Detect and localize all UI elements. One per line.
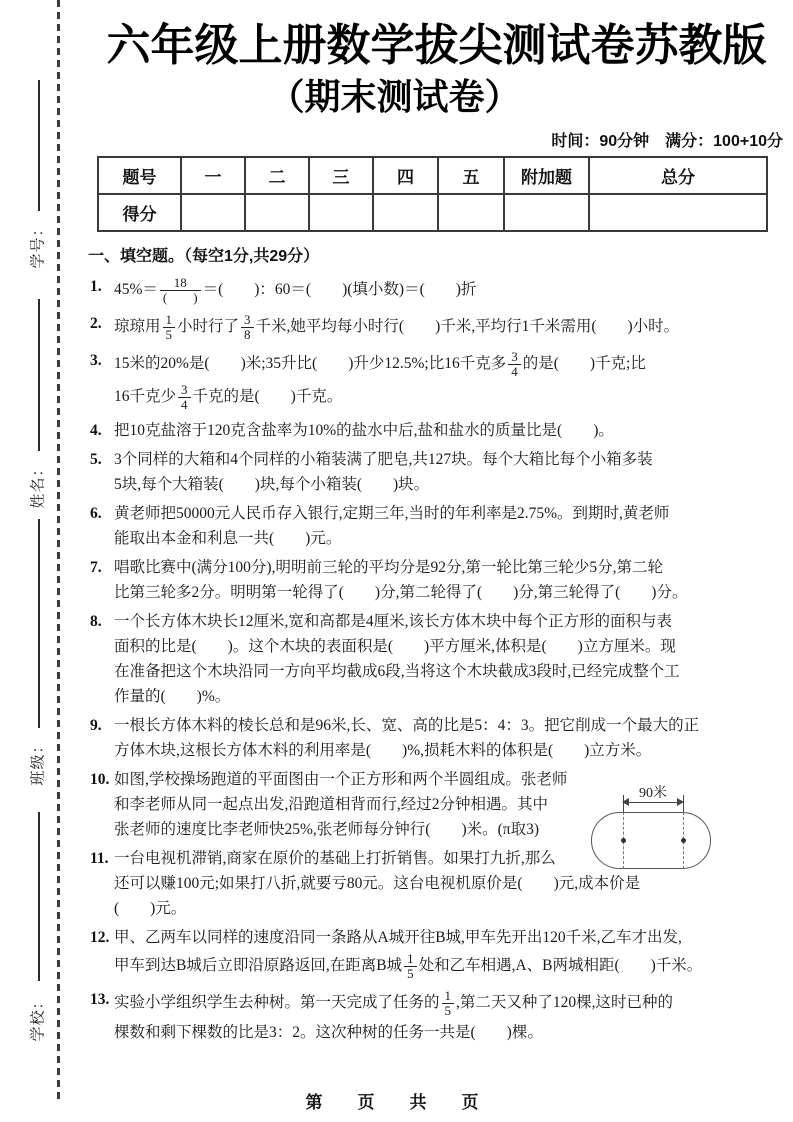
text-run: 唱歌比赛中(满分100分),明明前三轮的平均分是92分,第一轮比第三轮少5分,第二轮 bbox=[114, 559, 663, 576]
fraction bbox=[404, 952, 417, 981]
class-text: 班级： bbox=[30, 736, 47, 786]
text-run: 一根长方体木料的棱长总和是96米,长、宽、高的比是5：4：3。把它削成一个最大的正 bbox=[114, 717, 700, 734]
question bbox=[88, 555, 785, 605]
question-line bbox=[114, 634, 785, 659]
fraction-numerator: 3 bbox=[244, 312, 251, 327]
score-header-cell: 五 bbox=[438, 157, 504, 194]
score-table-score-row bbox=[98, 194, 767, 231]
question-line bbox=[114, 348, 785, 381]
text-run: 千克的是( )千克。 bbox=[192, 388, 343, 406]
text-run: 棵数和剩下棵数的比是3：2。这次种树的任务一共是( )棵。 bbox=[114, 1024, 543, 1041]
score-cell bbox=[589, 194, 767, 231]
text-run: 把10克盐溶于120克含盐率为10%的盐水中后,盐和盐水的质量比是( )。 bbox=[114, 422, 614, 439]
text-run: 在准备把这个木块沿同一方向平均截成6段,当将这个木块截成3段时,已经完成整个工 bbox=[114, 663, 680, 680]
text-run: 面积的比是( )。这个木块的表面积是( )平方厘米,体积是( )立方厘米。现 bbox=[114, 638, 676, 655]
question-body bbox=[114, 987, 785, 1045]
student-number-label bbox=[21, 209, 53, 279]
fraction-denominator: 5 bbox=[442, 1003, 455, 1018]
text-run: 黄老师把50000元人民币存入银行,定期三年,当时的年利率是2.75%。到期时,黄老师 bbox=[114, 505, 670, 522]
text-run: 作量的( )%。 bbox=[114, 688, 231, 705]
score-row-label: 得分 bbox=[98, 194, 181, 231]
page-subtitle: （期末测试卷） bbox=[268, 76, 521, 117]
score-header-cell: 二 bbox=[245, 157, 309, 194]
text-run: 实验小学组织学生去种树。第一天完成了任务的 bbox=[114, 994, 440, 1012]
question bbox=[88, 501, 785, 551]
fraction bbox=[442, 989, 455, 1018]
question-body bbox=[114, 925, 785, 983]
text-run: 一个长方体木块长12厘米,宽和高都是4厘米,该长方体木块中每个正方形的面积与表 bbox=[114, 613, 673, 630]
text-run: ＝( )：60＝( )(填小数)＝( )折 bbox=[202, 281, 477, 299]
score-cell bbox=[245, 194, 309, 231]
score-header-cell: 四 bbox=[373, 157, 438, 194]
score-cell bbox=[309, 194, 373, 231]
fraction bbox=[508, 350, 521, 379]
question-number: 12. bbox=[90, 929, 110, 946]
student-name-label bbox=[21, 449, 53, 519]
question bbox=[88, 418, 785, 443]
question-body bbox=[114, 447, 785, 497]
score-header-cell: 一 bbox=[181, 157, 245, 194]
text-run: 小时行了 bbox=[177, 318, 240, 336]
text-run: 处和乙车相遇,A、B两城相距( )千米。 bbox=[418, 957, 703, 975]
question bbox=[88, 447, 785, 497]
question-number: 5. bbox=[90, 451, 102, 468]
section-heading: 一、填空题。（每空1分,共29分） bbox=[88, 248, 320, 265]
score-cell bbox=[373, 194, 438, 231]
question bbox=[88, 987, 785, 1045]
score-header-cell: 题号 bbox=[98, 157, 181, 194]
text-run: 甲车到达B城后立即沿原路返回,在距离B城 bbox=[114, 957, 403, 975]
fraction-numerator: 1 bbox=[444, 988, 452, 1003]
question-number: 1. bbox=[90, 278, 102, 295]
write-line bbox=[38, 519, 40, 728]
fraction bbox=[163, 313, 176, 342]
text-run: 方体木块,这根长方体木料的利用率是( )%,损耗木料的体积是( )立方米。 bbox=[114, 742, 652, 759]
school-label bbox=[21, 982, 53, 1052]
question-number: 4. bbox=[90, 422, 102, 439]
dimension-label: 90米 bbox=[639, 786, 667, 801]
text-run: 还可以赚100元;如果打八折,就要亏80元。这台电视机原价是( )元,成本价是 bbox=[114, 875, 641, 892]
text-run: 16千克少 bbox=[114, 388, 177, 406]
seal-fold-line bbox=[57, 0, 60, 1103]
question-line bbox=[114, 555, 785, 580]
text-run: 一台电视机滞销,商家在原价的基础上打折销售。如果打九折,那么 bbox=[114, 850, 556, 867]
text-run: 5块,每个大箱装( )块,每个小箱装( )块。 bbox=[114, 476, 430, 493]
question-body bbox=[114, 311, 785, 344]
question-line bbox=[114, 381, 785, 414]
fraction-numerator: 3 bbox=[181, 382, 188, 397]
question-body bbox=[114, 418, 785, 443]
write-line bbox=[38, 299, 40, 451]
fraction bbox=[178, 383, 191, 412]
text-run: 和李老师从同一起点出发,沿跑道相背而行,经过2分钟相遇。其中 bbox=[114, 796, 549, 813]
question bbox=[88, 609, 785, 709]
question-line bbox=[114, 311, 785, 344]
fraction-denominator: 5 bbox=[404, 966, 417, 981]
page-footer: 第 页 共 页 bbox=[305, 1093, 488, 1112]
text-run: 张老师的速度比李老师快25%,张老师每分钟行( )米。(π取3) bbox=[114, 821, 540, 838]
question-number: 7. bbox=[90, 559, 102, 576]
text-run: 45%＝ bbox=[114, 281, 158, 299]
question-line bbox=[114, 501, 785, 526]
dimension-arrow bbox=[623, 802, 683, 803]
text-run: 的是( )千克;比 bbox=[522, 355, 646, 373]
question-number: 2. bbox=[90, 315, 102, 332]
question-line bbox=[114, 1020, 785, 1045]
question bbox=[88, 311, 785, 344]
score-table-header-row bbox=[98, 157, 767, 194]
page-title: 六年级上册数学拔尖测试卷苏教版 bbox=[106, 21, 767, 70]
question-body bbox=[114, 555, 785, 605]
write-line bbox=[38, 812, 40, 981]
student-name-text: 姓名： bbox=[30, 459, 47, 509]
question-line bbox=[114, 472, 785, 497]
score-table bbox=[97, 156, 768, 232]
question-line bbox=[114, 659, 785, 684]
track-diagram bbox=[589, 784, 719, 876]
text-run: 15米的20%是( )米;35升比( )升少12.5%;比16千克多 bbox=[114, 355, 507, 373]
questions-list bbox=[88, 274, 785, 1045]
fraction-numerator: 1 bbox=[165, 312, 173, 327]
question bbox=[88, 713, 785, 763]
score-cell bbox=[181, 194, 245, 231]
stadium-shape bbox=[591, 812, 711, 869]
score-cell bbox=[504, 194, 589, 231]
fraction-denominator: 4 bbox=[178, 397, 191, 412]
paper-content bbox=[88, 0, 785, 1049]
question-line bbox=[114, 447, 785, 472]
question bbox=[88, 925, 785, 983]
question-line bbox=[114, 896, 785, 921]
question-line bbox=[114, 987, 785, 1020]
question-number: 11. bbox=[90, 850, 109, 867]
fraction-numerator: 18 bbox=[173, 275, 187, 290]
question bbox=[88, 348, 785, 414]
score-header-cell: 总分 bbox=[589, 157, 767, 194]
question-line bbox=[114, 274, 785, 307]
text-run: 能取出本金和利息一共( )元。 bbox=[114, 530, 342, 547]
question-line bbox=[114, 950, 785, 983]
question-line bbox=[114, 738, 785, 763]
text-run: 3个同样的大箱和4个同样的小箱装满了肥皂,共127块。每个大箱比每个小箱多装 bbox=[114, 451, 653, 468]
fraction bbox=[241, 313, 254, 342]
write-line bbox=[38, 80, 40, 211]
time-score-info: 时间：90分钟 满分：100+10分 bbox=[551, 133, 783, 150]
score-header-cell: 附加题 bbox=[504, 157, 589, 194]
question-line bbox=[114, 684, 785, 709]
question bbox=[88, 274, 785, 307]
class-label bbox=[21, 726, 53, 796]
question-line bbox=[114, 925, 785, 950]
school-text: 学校： bbox=[30, 992, 47, 1042]
question-number: 13. bbox=[90, 991, 110, 1008]
text-run: 琼琼用 bbox=[114, 318, 161, 336]
question-line bbox=[114, 418, 785, 443]
question-line bbox=[114, 713, 785, 738]
question-number: 6. bbox=[90, 505, 102, 522]
circle-center-dot bbox=[681, 838, 686, 843]
text-run: 甲、乙两车以同样的速度沿同一条路从A城开往B城,甲车先开出120千米,乙车才出发, bbox=[114, 929, 682, 946]
fraction-denominator: 4 bbox=[508, 364, 521, 379]
fraction bbox=[160, 276, 201, 305]
question-body bbox=[114, 274, 785, 307]
text-run: 千米,她平均每小时行( )千米,平均行1千米需用( )小时。 bbox=[255, 318, 680, 336]
text-run: ,第二天又种了120棵,这时已种的 bbox=[456, 994, 674, 1012]
question-body bbox=[114, 713, 785, 763]
question-body bbox=[114, 501, 785, 551]
text-run: 比第三轮多2分。明明第一轮得了( )分,第二轮得了( )分,第三轮得了( )分。 bbox=[114, 584, 688, 601]
text-run: ( )元。 bbox=[114, 900, 187, 917]
circle-center-dot bbox=[621, 838, 626, 843]
fraction-denominator: 8 bbox=[241, 327, 254, 342]
text-run: 如图,学校操场跑道的平面图由一个正方形和两个半圆组成。张老师 bbox=[114, 771, 568, 788]
question-body bbox=[114, 348, 785, 414]
question-line bbox=[114, 526, 785, 551]
fraction-numerator: 3 bbox=[511, 349, 518, 364]
question-body bbox=[114, 609, 785, 709]
student-number-text: 学号： bbox=[30, 219, 47, 269]
fraction-denominator: 5 bbox=[163, 327, 176, 342]
question-number: 10. bbox=[90, 771, 110, 788]
question-number: 3. bbox=[90, 352, 102, 369]
question-number: 8. bbox=[90, 613, 102, 630]
score-header-cell: 三 bbox=[309, 157, 373, 194]
question-line bbox=[114, 609, 785, 634]
question-number: 9. bbox=[90, 717, 102, 734]
fraction-denominator: ( ) bbox=[160, 290, 201, 305]
score-cell bbox=[438, 194, 504, 231]
fraction-numerator: 1 bbox=[407, 951, 414, 966]
question-line bbox=[114, 580, 785, 605]
